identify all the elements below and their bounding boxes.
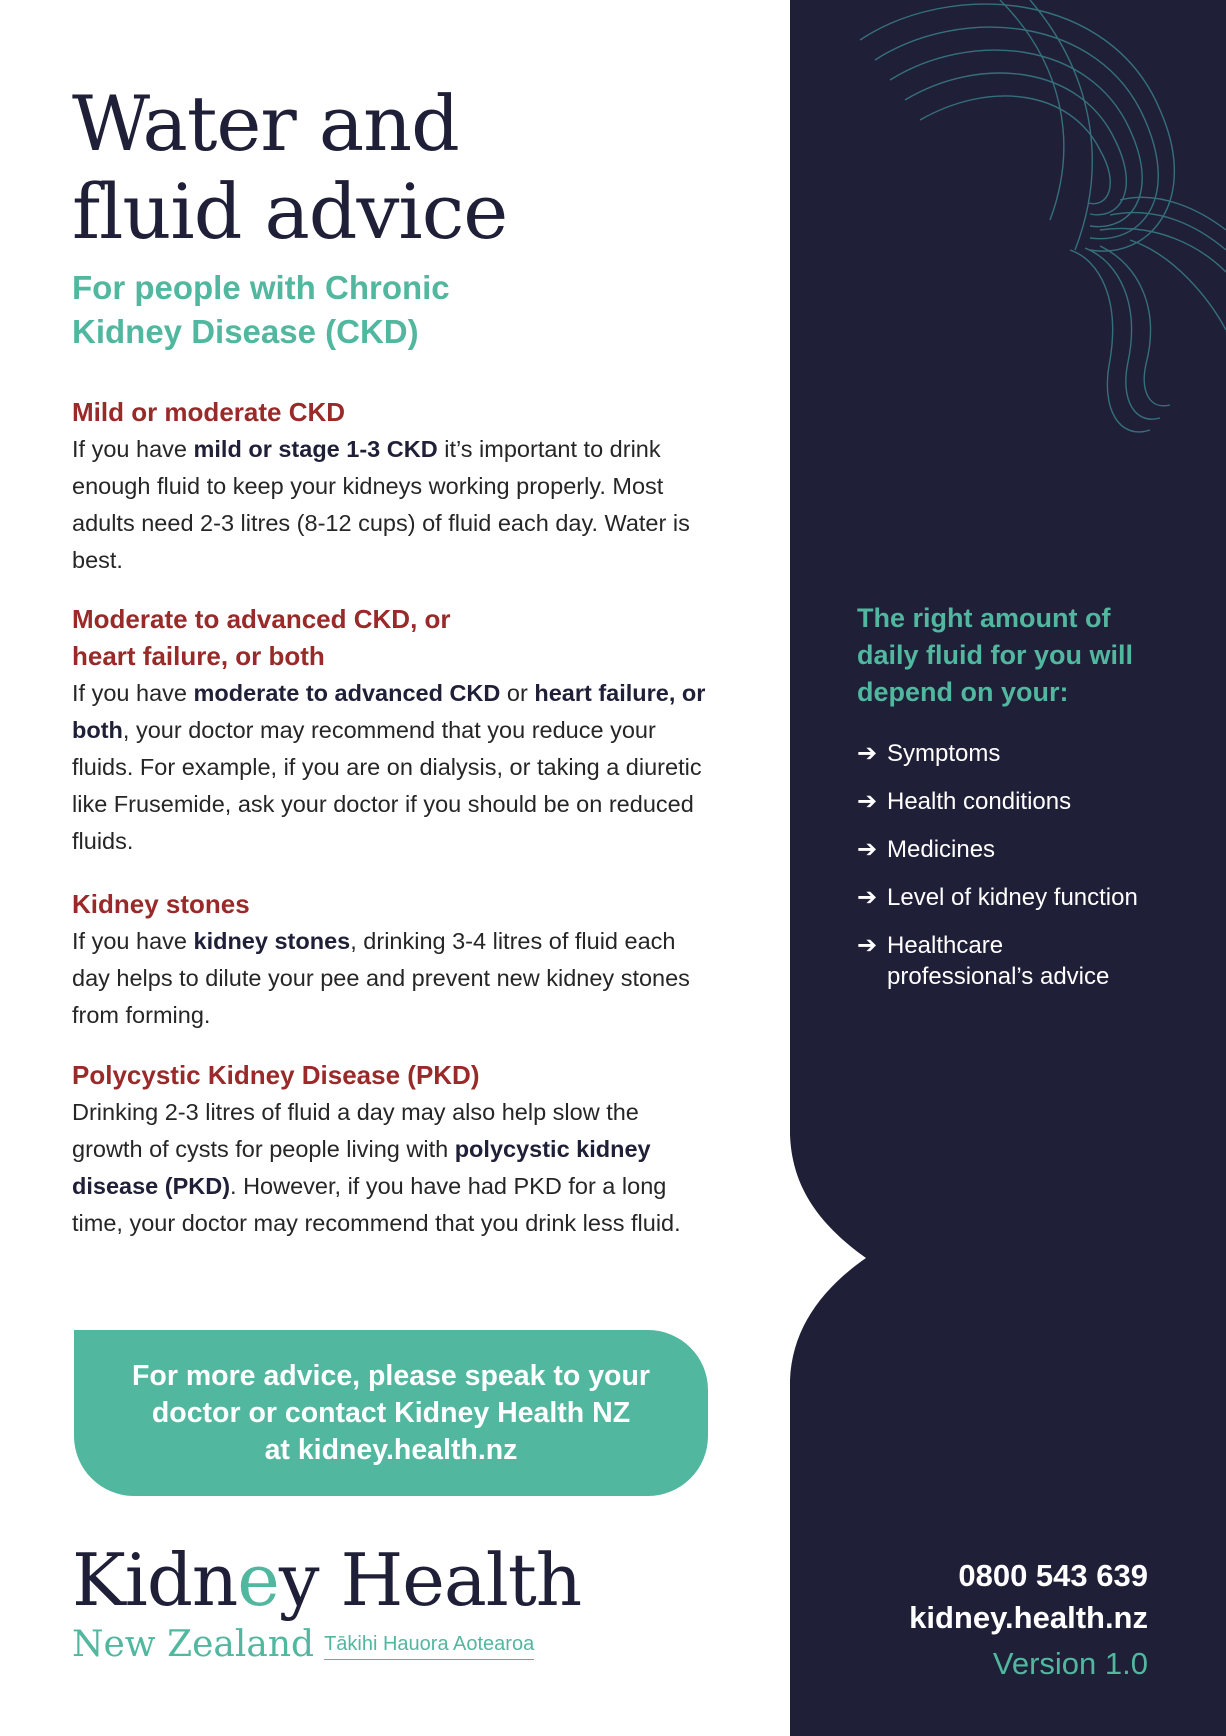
arrow-right-icon: ➔ (857, 836, 878, 863)
section-pkd (72, 1057, 712, 1242)
body-text: If you have (72, 436, 194, 462)
body-text: If you have (72, 680, 194, 706)
callout-line: For more advice, please speak to your (132, 1359, 650, 1392)
body-text-bold: moderate to advanced CKD (193, 680, 501, 706)
page-subtitle-line: Kidney Disease (CKD) (72, 313, 419, 350)
list-item (857, 882, 1138, 913)
page-title-line: Water and (72, 79, 459, 168)
list-item (857, 930, 1138, 992)
logo-subline (72, 1624, 572, 1665)
list-item-label: Symptoms (887, 740, 1001, 767)
arrow-right-icon: ➔ (857, 932, 878, 959)
logo-wordmark (72, 1538, 582, 1622)
list-item-label: Level of kidney function (887, 884, 1138, 911)
body-text: it’s important to drink enough fluid to keep your kidneys working properly. Most adults need 2-3 litres (8-12 cups) of fluid each day. Water is best. (72, 436, 690, 573)
body-text-bold: heart failure, or both (72, 680, 706, 743)
logo-maori-name: Tākihi Hauora Aotearoa (324, 1633, 534, 1660)
body-text: , drinking 3-4 litres of fluid each day helps to dilute your pee and prevent new kidney stones from forming. (72, 928, 690, 1028)
page-subtitle-line: For people with Chronic (72, 269, 450, 306)
arrow-right-icon: ➔ (857, 788, 878, 815)
logo-country: New Zealand (72, 1624, 315, 1665)
list-item (857, 738, 1138, 769)
page-subtitle (72, 266, 450, 354)
section-body (72, 675, 712, 860)
list-item-label: Healthcare (887, 932, 1004, 959)
section-body (72, 1094, 712, 1242)
logo-text: Kidn (72, 1538, 238, 1622)
list-item-label: Health conditions (887, 788, 1072, 815)
page-title (72, 80, 507, 256)
arrow-right-icon: ➔ (857, 884, 878, 911)
logo-text: y (278, 1538, 319, 1622)
factors-list (857, 738, 1138, 1009)
list-item (857, 834, 1138, 865)
body-text-bold: mild or stage 1-3 CKD (193, 436, 438, 462)
section-heading: Polycystic Kidney Disease (PKD) (72, 1060, 480, 1090)
section-heading: Mild or moderate CKD (72, 397, 346, 427)
body-text: , your doctor may recommend that you reduce your fluids. For example, if you are on dialysis, or taking a diuretic like Frusemide, ask your doctor if you should be on reduced fluids. (72, 717, 702, 854)
factors-heading-line: depend on your: (857, 677, 1069, 707)
section-kidney-stones (72, 886, 712, 1034)
phone-number: 0800 543 639 (958, 1558, 1148, 1593)
contact-block (909, 1555, 1148, 1685)
body-text-bold: polycystic kidney disease (PKD) (72, 1136, 651, 1199)
page-title-line: fluid advice (72, 167, 508, 256)
section-heading: Kidney stones (72, 889, 250, 919)
logo-text: Health (340, 1538, 582, 1622)
section-body (72, 431, 712, 579)
kidney-health-logo (72, 1538, 582, 1670)
list-item (857, 786, 1138, 817)
factors-heading-line: The right amount of (857, 603, 1111, 633)
callout-line: doctor or contact Kidney Health NZ (151, 1396, 631, 1429)
advice-callout (74, 1330, 708, 1496)
body-text: Drinking 2-3 litres of fluid a day may also help slow the growth of cysts for people living with (72, 1099, 639, 1162)
version-label: Version 1.0 (992, 1646, 1148, 1681)
section-body (72, 923, 712, 1034)
section-heading-line: heart failure, or both (72, 641, 325, 671)
arrow-right-icon: ➔ (857, 740, 878, 767)
list-item-label: professional’s advice (887, 963, 1110, 990)
list-item-label: Medicines (887, 836, 996, 863)
body-text: If you have (72, 928, 194, 954)
body-text: . However, if you have had PKD for a long time, your doctor may recommend that you drink less fluid. (72, 1173, 681, 1236)
factors-heading (857, 600, 1133, 711)
callout-line: at kidney.health.nz (264, 1433, 518, 1466)
section-mild-ckd (72, 394, 712, 579)
logo-text-accent: e (237, 1538, 279, 1622)
website-link[interactable]: kidney.health.nz (909, 1600, 1148, 1635)
body-text: or (500, 680, 535, 706)
section-advanced-ckd (72, 601, 712, 860)
body-text-bold: kidney stones (193, 928, 351, 954)
section-heading (72, 601, 712, 675)
section-heading-line: Moderate to advanced CKD, or (72, 604, 451, 634)
factors-heading-line: daily fluid for you will (857, 640, 1134, 670)
